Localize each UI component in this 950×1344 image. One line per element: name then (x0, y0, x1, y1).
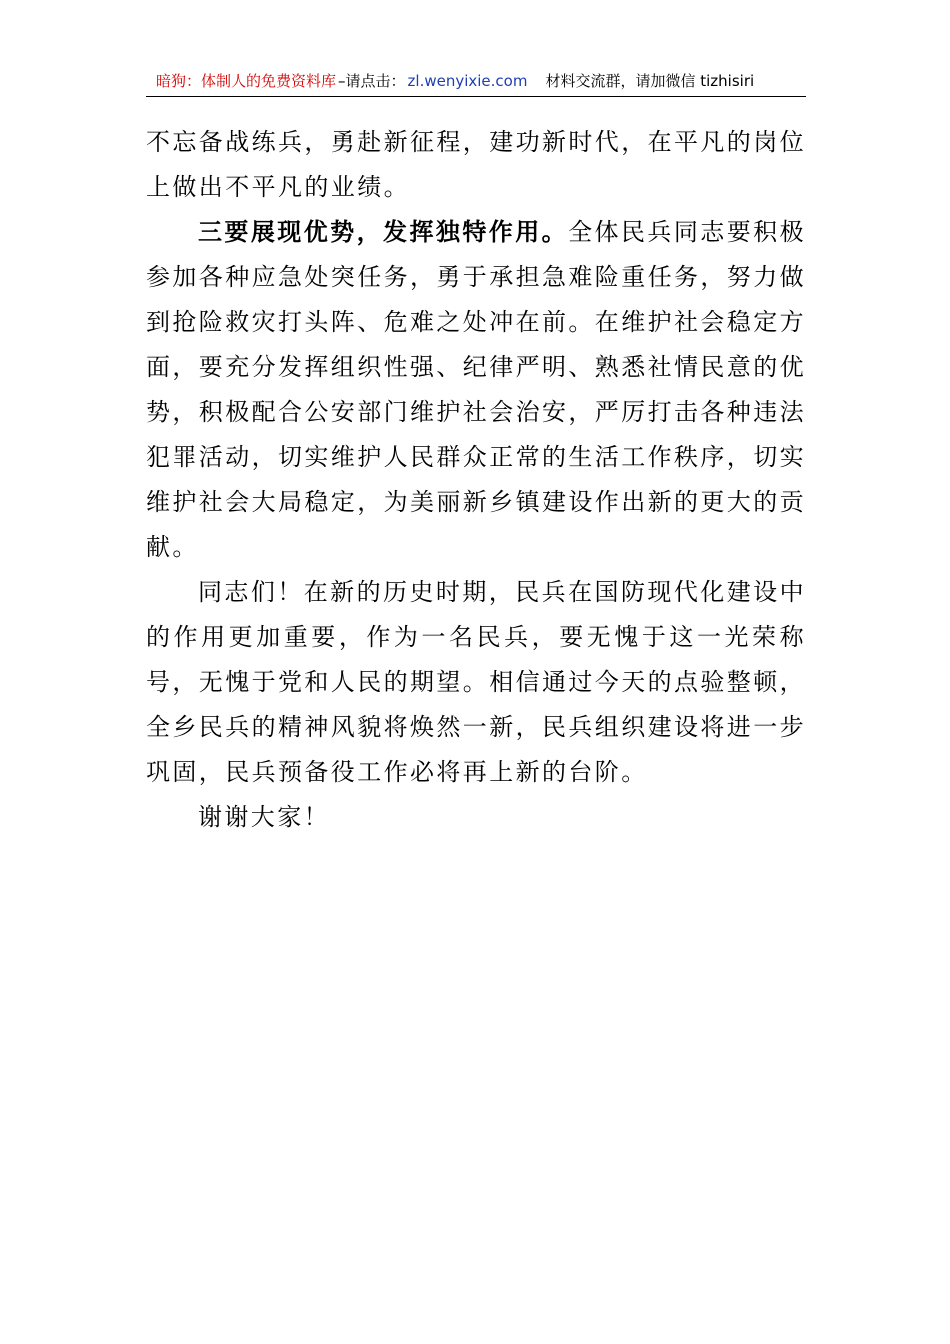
header-brand: 暗狗：体制人的免费资料库 (156, 72, 337, 90)
document-body (146, 120, 806, 840)
paragraph-closing: 同志们！在新的历史时期，民兵在国防现代化建设中的作用更加重要，作为一名民兵，要无愧于这一光荣称号，无愧于党和人民的期望。相信通过今天的点验整顿，全乡民兵的精神风貌将焕然一新，民兵组织建设将进一步巩固，民兵预备役工作必将再上新的台阶。 (146, 578, 806, 786)
header-click-prompt: –请点击： (338, 72, 406, 90)
paragraph-point-three (146, 210, 806, 570)
header-group-info: 材料交流群，请加微信 tizhisiri (545, 72, 755, 90)
point-three-body: 全体民兵同志要积极参加各种应急处突任务，勇于承担急难险重任务，努力做到抢险救灾打头阵、危难之处冲在前。在维护社会稳定方面，要充分发挥组织性强、纪律严明、熟悉社情民意的优势，积极配合公安部门维护社会治安，严厉打击各种违法犯罪活动，切实维护人民群众正常的生活工作秩序，切实维护社会大局稳定，为美丽新乡镇建设作出新的更大的贡献。 (146, 218, 806, 561)
header-link[interactable]: zl.wenyixie.com (407, 72, 528, 90)
paragraph-continuation: 不忘备战练兵，勇赴新征程，建功新时代，在平凡的岗位上做出不平凡的业绩。 (146, 128, 806, 201)
point-three-heading: 三要展现优势，发挥独特作用。 (198, 218, 569, 246)
paragraph-thanks: 谢谢大家！ (198, 803, 330, 831)
page-header (146, 70, 806, 97)
